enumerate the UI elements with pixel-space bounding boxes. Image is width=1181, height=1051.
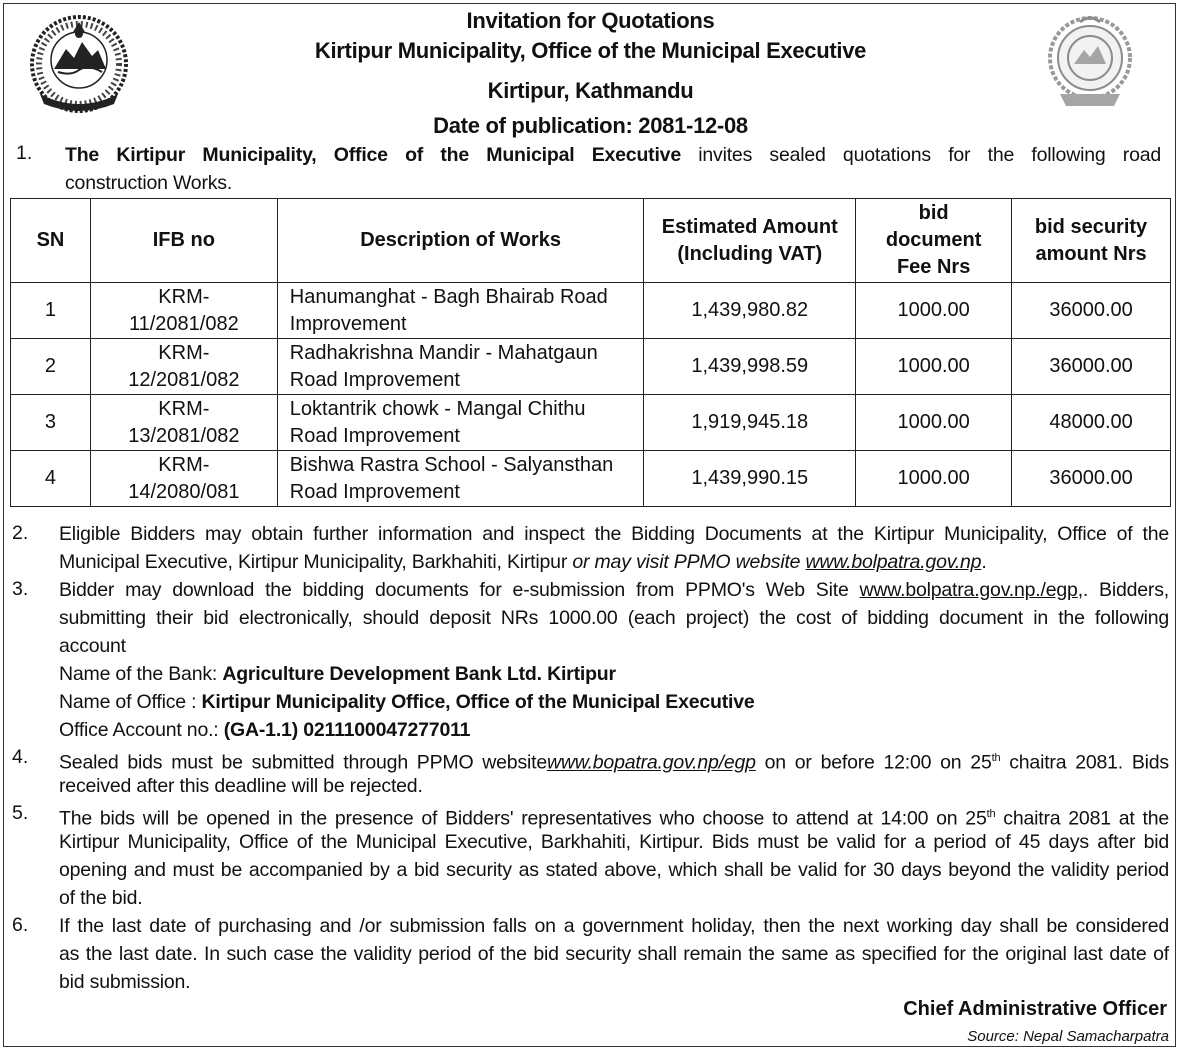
works-table	[10, 198, 1171, 507]
egp-website-link[interactable]: www.bolpatra.gov.np./egp	[859, 579, 1078, 601]
paragraph-1-line	[65, 141, 1161, 169]
cell-ifb: KRM- 11/2081/082	[90, 283, 277, 339]
cell-amount: 1,919,945.18	[644, 395, 856, 451]
cell-description: Hanumanghat - Bagh Bhairab Road Improvement	[277, 283, 644, 339]
cell-description: Bishwa Rastra School - Salyansthan Road Improvement	[277, 451, 644, 507]
paragraph-6-line: as the last date. In such case the validity period of the bid security shall remain the same as specified for the original last date of	[59, 943, 1169, 965]
paragraph-3-line: Bidder may download the bidding documents for e-submission from PPMO's Web Site www.bolpatra.gov.np./egp,. Bidders,	[59, 579, 1169, 601]
header-document-fee: bid document Fee Nrs	[856, 199, 1012, 283]
table-header-row	[11, 199, 1171, 283]
table-row	[11, 395, 1171, 451]
cell-fee: 1000.00	[856, 451, 1012, 507]
notice-title: Invitation for Quotations	[466, 8, 715, 33]
cell-sn: 1	[11, 283, 91, 339]
cell-fee: 1000.00	[856, 339, 1012, 395]
paragraph-4-line: received after this deadline will be rejected.	[59, 775, 423, 797]
paragraph-1-text: invites sealed quotations for the following road	[680, 144, 1161, 166]
header-estimated-amount: Estimated Amount (Including VAT)	[644, 199, 856, 283]
cell-fee: 1000.00	[856, 395, 1012, 451]
source-credit: Source: Nepal Samacharpatra	[967, 1028, 1169, 1045]
paragraph-1-bold: The Kirtipur Municipality, Office of the Municipal Executive	[65, 144, 681, 166]
account-number-line: Office Account no.: (GA-1.1) 0211100047277011	[59, 719, 471, 741]
cell-security: 36000.00	[1012, 451, 1171, 507]
paragraph-4-line: Sealed bids must be submitted through PPMO websitewww.bopatra.gov.np/egp on or before 12:00 on 25th chaitra 2081. Bids	[59, 751, 1169, 774]
egp-submission-link[interactable]: www.bopatra.gov.np/egp	[547, 751, 756, 774]
location: Kirtipur, Kathmandu	[487, 78, 694, 103]
paragraph-3-line: account	[59, 635, 126, 657]
header-ifb: IFB no	[90, 199, 277, 283]
cell-amount: 1,439,998.59	[644, 339, 856, 395]
cell-security: 36000.00	[1012, 339, 1171, 395]
item-number: 1.	[16, 142, 33, 164]
item-number: 6.	[12, 914, 29, 936]
paragraph-6-line: If the last date of purchasing and /or submission falls on a government holiday, then the next working day shall be considered	[59, 915, 1169, 937]
paragraph-2-line: Municipal Executive, Kirtipur Municipality, Barkhahiti, Kirtipur or may visit PPMO website www.bolpatra.gov.np.	[59, 551, 987, 573]
item-number: 2.	[12, 522, 29, 544]
cell-description: Radhakrishna Mandir - Mahatgaun Road Improvement	[277, 339, 644, 395]
organization-name: Kirtipur Municipality, Office of the Municipal Executive	[314, 38, 867, 63]
cell-ifb: KRM- 13/2081/082	[90, 395, 277, 451]
paragraph-3-line: submitting their bid electronically, should deposit NRs 1000.00 (each project) the cost of bidding document in the following	[59, 607, 1169, 629]
paragraph-5-line: opening and must be accompanied by a bid security as stated above, which shall be valid for 30 days beyond the validity period	[59, 859, 1169, 881]
item-number: 4.	[12, 746, 29, 768]
paragraph-5-line: of the bid.	[59, 887, 143, 909]
publication-date: Date of publication: 2081-12-08	[433, 113, 748, 138]
cell-description: Loktantrik chowk - Mangal Chithu Road Improvement	[277, 395, 644, 451]
paragraph-5-line: Kirtipur Municipality, Office of the Municipal Executive, Barkhahiti, Kirtipur. Bids must be valid for a period of 45 days after bid	[59, 831, 1169, 853]
cell-ifb: KRM- 14/2080/081	[90, 451, 277, 507]
table-row	[11, 451, 1171, 507]
cell-ifb: KRM- 12/2081/082	[90, 339, 277, 395]
bank-name-line: Name of the Bank: Agriculture Development Bank Ltd. Kirtipur	[59, 663, 616, 685]
cell-amount: 1,439,990.15	[644, 451, 856, 507]
cell-sn: 3	[11, 395, 91, 451]
cell-security: 48000.00	[1012, 395, 1171, 451]
cell-sn: 4	[11, 451, 91, 507]
header-sn: SN	[11, 199, 91, 283]
cell-amount: 1,439,980.82	[644, 283, 856, 339]
paragraph-5-line: The bids will be opened in the presence of Bidders' representatives who choose to attend at 14:00 on 25th chaitra 2081 at the	[59, 807, 1169, 830]
paragraph-1-line: construction Works.	[65, 172, 233, 194]
office-name-line: Name of Office : Kirtipur Municipality Office, Office of the Municipal Executive	[59, 691, 755, 713]
table-row	[11, 283, 1171, 339]
cell-fee: 1000.00	[856, 283, 1012, 339]
cell-security: 36000.00	[1012, 283, 1171, 339]
item-number: 3.	[12, 578, 29, 600]
ppmo-website-link[interactable]: www.bolpatra.gov.np	[805, 551, 982, 573]
signatory-title: Chief Administrative Officer	[903, 998, 1167, 1020]
paragraph-2-line: Eligible Bidders may obtain further information and inspect the Bidding Documents at the Kirtipur Municipality, Office of the	[59, 523, 1169, 545]
item-number: 5.	[12, 802, 29, 824]
paragraph-6-line: bid submission.	[59, 971, 191, 993]
header-description: Description of Works	[277, 199, 644, 283]
header-bid-security: bid security amount Nrs	[1012, 199, 1171, 283]
table-row	[11, 339, 1171, 395]
cell-sn: 2	[11, 339, 91, 395]
